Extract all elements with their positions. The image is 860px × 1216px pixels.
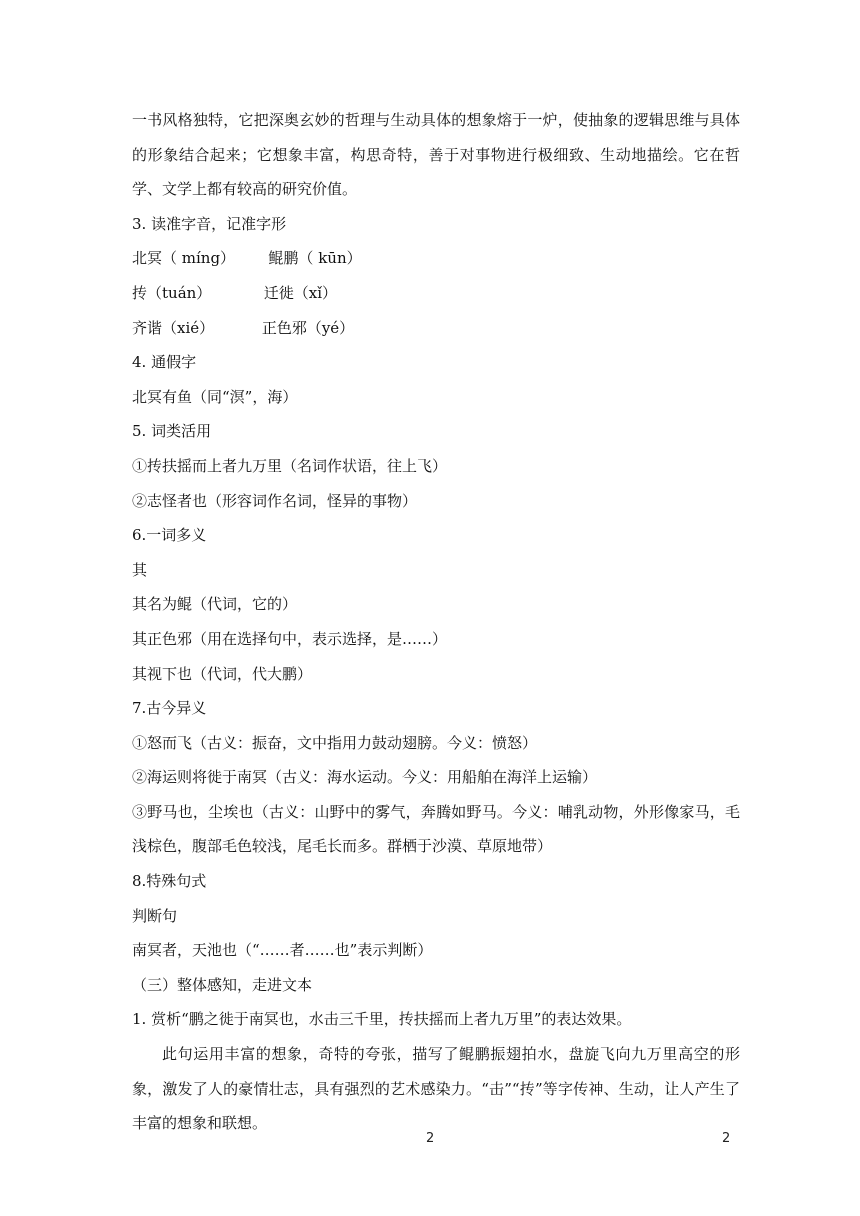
answer-paragraph: 此句运用丰富的想象，奇特的夸张，描写了鲲鹏振翅拍水，盘旋飞向九万里高空的形象，激发了人的豪情壮志，具有强烈的艺术感染力。“击”“抟”等字传神、生动，让人产生了丰富的想象和联想。 <box>132 1045 740 1133</box>
text-body <box>132 103 740 1141</box>
ancient-modern-line: ①怒而飞（古义：振奋，文中指用力鼓动翅膀。今义：愤怒） <box>132 733 538 752</box>
pronunciation-line: 北冥（ míng） 鲲鹏（ kūn） <box>132 249 362 268</box>
polysemy-line: 其正色邪（用在选择句中，表示选择，是……） <box>132 629 448 648</box>
ancient-modern-line: ②海运则将徙于南冥（古义：海水运动。今义：用船舶在海洋上运输） <box>132 768 598 787</box>
section-heading-special-syntax: 8.特殊句式 <box>132 872 207 891</box>
word-class-line: ①抟扶摇而上者九万里（名词作状语，往上飞） <box>132 456 448 475</box>
section-heading-tongjia: 4. 通假字 <box>132 353 197 372</box>
tongjia-line: 北冥有鱼（同“溟”，海） <box>132 387 298 406</box>
page-number: 2 <box>426 1131 435 1146</box>
pronunciation-line: 抟（tuán） 迁徙（xǐ） <box>132 283 337 302</box>
question-line: 1. 赏析“鹏之徙于南冥也，水击三千里，抟扶摇而上者九万里”的表达效果。 <box>132 1010 632 1029</box>
pronunciation-line: 齐谐（xié） 正色邪（yé） <box>132 318 355 337</box>
syntax-type: 判断句 <box>132 906 178 925</box>
word-class-line: ②志怪者也（形容词作名词，怪异的事物） <box>132 491 418 510</box>
section-heading-overview: （三）整体感知，走进文本 <box>132 975 313 994</box>
ancient-modern-line: ③野马也，尘埃也（古义：山野中的雾气，奔腾如野马。今义：哺乳动物，外形像家马，毛浅棕色，腹部毛色较浅，尾毛长而多。群栖于沙漠、草原地带） <box>132 802 740 856</box>
section-heading-ancient-modern: 7.古今异义 <box>132 699 207 718</box>
polysemy-line: 其名为鲲（代词，它的） <box>132 595 298 614</box>
intro-paragraph: 一书风格独特，它把深奥玄妙的哲理与生动具体的想象熔于一炉，使抽象的逻辑思维与具体的形象结合起来；它想象丰富，构思奇特，善于对事物进行极细致、生动地描绘。它在哲学、文学上都有较高的研究价值。 <box>132 111 740 199</box>
syntax-line: 南冥者，天池也（“……者……也”表示判断） <box>132 941 433 960</box>
section-heading-word-class: 5. 词类活用 <box>132 422 212 441</box>
polysemy-word: 其 <box>132 560 148 579</box>
page-number-right: 2 <box>722 1131 731 1146</box>
polysemy-line: 其视下也（代词，代大鹏） <box>132 664 313 683</box>
section-heading-pronunciation: 3. 读准字音，记准字形 <box>132 214 287 233</box>
section-heading-polysemy: 6.一词多义 <box>132 526 207 545</box>
